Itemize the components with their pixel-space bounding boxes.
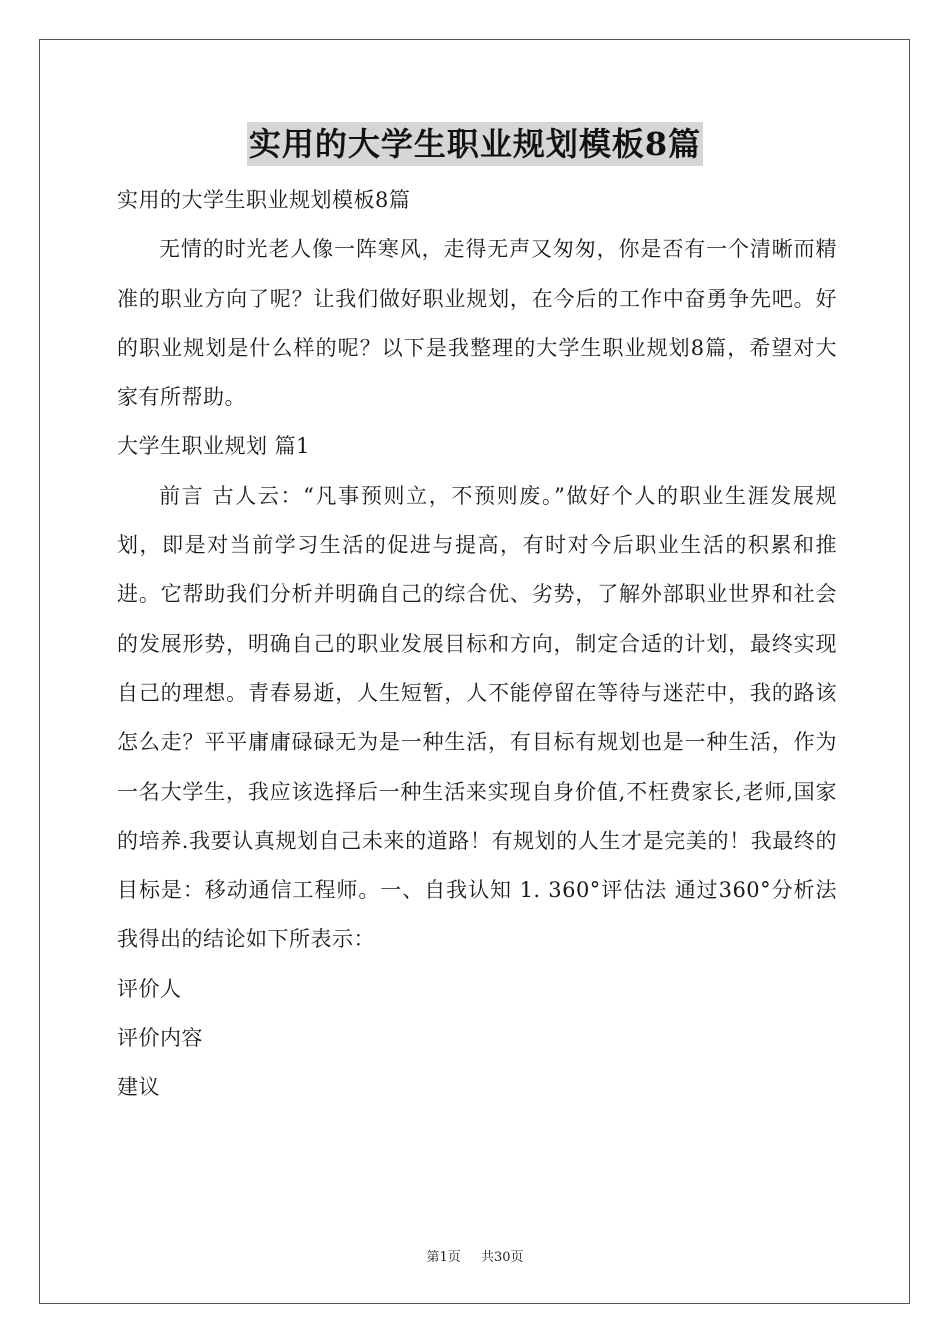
- section-heading: 大学生职业规划 篇1: [117, 434, 311, 459]
- document-subtitle: 实用的大学生职业规划模板8篇: [117, 188, 411, 212]
- title-container: [0, 122, 950, 166]
- document-body: [117, 176, 837, 1113]
- list-item-suggestion: 建议: [117, 1075, 160, 1100]
- page-footer: [0, 1246, 950, 1265]
- list-item-evaluation-content: 评价内容: [117, 1026, 203, 1051]
- page-total: 共30页: [480, 1250, 524, 1265]
- intro-paragraph: 无情的时光老人像一阵寒风，走得无声又匆匆，你是否有一个清晰而精准的职业方向了呢？让我们做好职业规划，在今后的工作中奋勇争先吧。好的职业规划是什么样的呢？以下是我整理的大学生职业规划8篇，希望对大家有所帮助。: [117, 237, 837, 410]
- page-number: 第1页: [426, 1250, 461, 1265]
- list-item-evaluator: 评价人: [117, 976, 182, 1001]
- body-paragraph: 前言 古人云：“凡事预则立，不预则废。”做好个人的职业生涯发展规划，即是对当前学习生活的促进与提高，有时对今后职业生活的积累和推进。它帮助我们分析并明确自己的综合优、劣势，了解外部职业世界和社会的发展形势，明确自己的职业发展目标和方向，制定合适的计划，最终实现自己的理想。青春易逝，人生短暂，人不能停留在等待与迷茫中，我的路该怎么走？平平庸庸碌碌无为是一种生活，有目标有规划也是一种生活，作为一名大学生，我应该选择后一种生活来实现自身价值,不枉费家长,老师,国家的培养.我要认真规划自己未来的道路！有规划的人生才是完美的！我最终的目标是：移动通信工程师。一、自我认知 1. 360°评估法 通过360°分析法我得出的结论如下所表示：: [117, 483, 837, 952]
- document-title: 实用的大学生职业规划模板8篇: [247, 122, 703, 166]
